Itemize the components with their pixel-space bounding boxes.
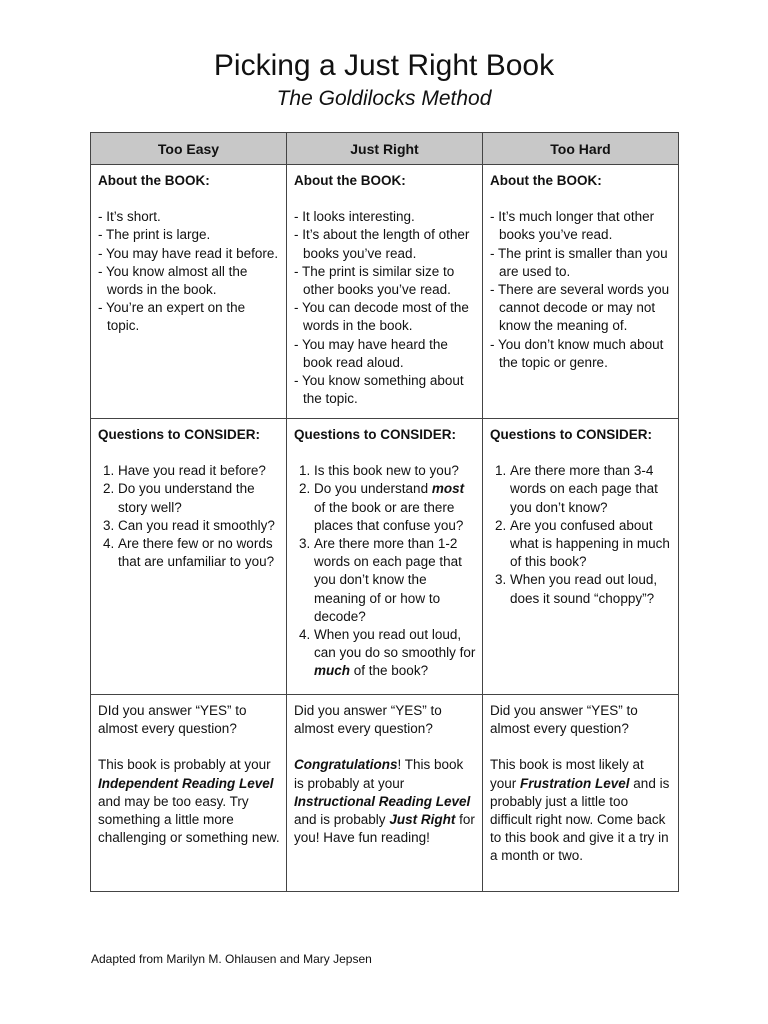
list-item: 1. Are there more than 3-4 words on each page that you don’t know? [510,462,672,517]
too-easy-questions-cell [91,419,287,695]
too-easy-result-cell [91,695,287,892]
result-text: This book is probably at your Independent Reading Level and may be too easy. Try something a little more challenging or something new. [98,757,280,846]
just-right-question-list [294,462,476,680]
list-item: - It’s about the length of other books you’ve read. [294,226,476,262]
column-header-just-right: Just Right [287,133,483,165]
level-independent: Independent Reading Level [98,775,274,791]
list-item: - The print is large. [98,226,280,244]
book-heading: About the BOOK: [98,173,210,188]
too-hard-questions-cell [483,419,679,695]
about-book-row [91,165,679,419]
list-item: 2. Do you understand the story well? [118,480,280,516]
just-right-result-cell [287,695,483,892]
consider-heading: Questions to CONSIDER: [490,427,653,442]
list-item: - It looks interesting. [294,208,476,226]
just-right-book-list [294,208,476,408]
list-item: 1. Is this book new to you? [314,462,476,480]
list-item: - The print is similar size to other books you’ve read. [294,263,476,299]
list-item: - You may have heard the book read aloud. [294,336,476,372]
page-title: Picking a Just Right Book [213,49,555,82]
result-text: This book is most likely at your Frustration Level and is probably just a little too difficult right now. Come back to this book and give it a try in a month or two. [490,757,670,864]
column-header-too-easy: Too Easy [91,133,287,165]
list-item: 3. When you read out loud, does it sound “choppy”? [510,571,672,607]
list-item: - It’s much longer that other books you’ve read. [490,208,672,244]
too-hard-book-list [490,208,672,372]
list-item: - You can decode most of the words in the book. [294,299,476,335]
header-row [91,133,679,165]
list-item: 2. Are you confused about what is happening in much of this book? [510,517,672,572]
too-hard-book-cell [483,165,679,419]
questions-row [91,419,679,695]
list-item [314,626,476,681]
list-item: - There are several words you cannot decode or may not know the meaning of. [490,281,672,336]
list-item [314,480,476,535]
just-right-emphasis: Just Right [389,812,456,828]
result-row [91,695,679,892]
attribution-footer: Adapted from Marilyn M. Ohlausen and Mary Jepsen [91,952,372,966]
congratulations: Congratulations [294,757,398,773]
just-right-questions-cell [287,419,483,695]
page-subtitle: The Goldilocks Method [276,87,492,110]
question-text: Do you understand [314,481,432,497]
level-frustration: Frustration Level [520,775,630,791]
answer-question: DId you answer “YES” to almost every question? [98,703,247,737]
list-item: - The print is smaller than you are used to. [490,245,672,281]
too-easy-book-list [98,208,280,335]
list-item: - You may have read it before. [98,245,280,263]
answer-question: Did you answer “YES” to almost every question? [490,703,638,737]
book-heading: About the BOOK: [294,173,406,188]
consider-heading: Questions to CONSIDER: [98,427,261,442]
list-item: - It’s short. [98,208,280,226]
answer-question: Did you answer “YES” to almost every question? [294,703,442,737]
too-hard-result-cell [483,695,679,892]
result-text: Congratulations! This book is probably at your Instructional Reading Level and is probably Just Right for you! Have fun reading! [294,757,475,846]
question-text: of the book or are there places that confuse you? [314,499,464,533]
question-text: of the book? [350,663,429,679]
emphasis-much: much [314,663,351,679]
too-easy-question-list [98,462,280,571]
list-item: - You don’t know much about the topic or genre. [490,336,672,372]
question-text: When you read out loud, can you do so smoothly for [314,627,476,661]
list-item: 3. Can you read it smoothly? [118,517,280,535]
goldilocks-table [90,132,679,892]
consider-heading: Questions to CONSIDER: [294,427,457,442]
column-header-too-hard: Too Hard [483,133,679,165]
just-right-book-cell [287,165,483,419]
list-item: - You know almost all the words in the book. [98,263,280,299]
list-item: - You know something about the topic. [294,372,476,408]
list-item: 3. Are there more than 1-2 words on each page that you don’t know the meaning of or how to decode? [314,535,476,626]
level-instructional: Instructional Reading Level [294,793,471,809]
list-item: 1. Have you read it before? [118,462,280,480]
too-easy-book-cell [91,165,287,419]
book-heading: About the BOOK: [490,173,602,188]
list-item: 4. Are there few or no words that are unfamiliar to you? [118,535,280,571]
emphasis-most: most [431,481,465,497]
list-item: - You’re an expert on the topic. [98,299,280,335]
too-hard-question-list [490,462,672,608]
